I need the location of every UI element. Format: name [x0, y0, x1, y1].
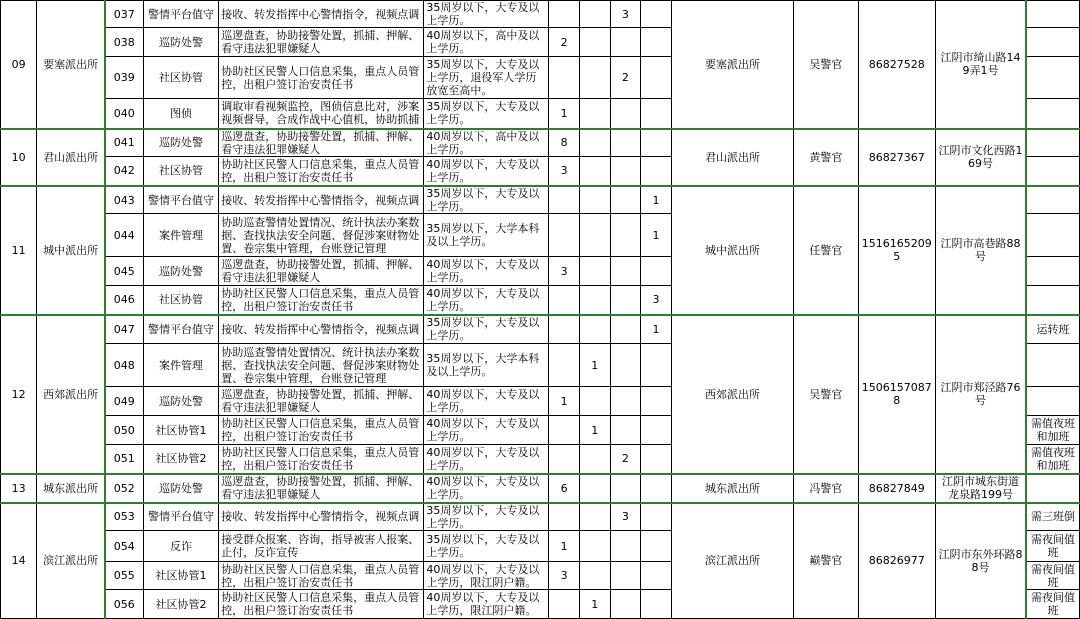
note-cell	[1026, 28, 1079, 57]
contact-address: 江阴市高巷路88号	[935, 186, 1026, 315]
contact-phone: 15061570878	[858, 315, 935, 474]
note-cell	[1026, 129, 1079, 157]
count-cell-2	[579, 315, 610, 344]
count-cell-2	[579, 257, 610, 286]
count-cell-4	[641, 156, 672, 186]
duty-cell: 接收、转发指挥中心警情指令，视频点调	[219, 503, 424, 531]
count-cell-3	[610, 315, 641, 344]
code-cell: 048	[105, 344, 143, 387]
count-cell-3	[610, 562, 641, 590]
count-cell-4: 1	[641, 315, 672, 344]
count-cell-3	[610, 286, 641, 315]
code-cell: 043	[105, 186, 143, 214]
count-cell-1	[549, 315, 580, 344]
contact-phone: 86826977	[858, 503, 935, 619]
requirement-cell: 35周岁以下，大专及以上学历。	[424, 186, 549, 214]
station-name: 君山派出所	[37, 129, 105, 187]
note-cell	[1026, 99, 1079, 129]
note-cell: 运转班	[1026, 315, 1079, 344]
count-cell-3	[610, 186, 641, 214]
contact-officer: 冯警官	[794, 474, 858, 503]
post-cell: 社区协管1	[143, 416, 219, 445]
duty-cell: 协助社区民警人口信息采集，重点人员管控，出租户签订治安责任书	[219, 57, 424, 99]
station-name: 要塞派出所	[37, 1, 105, 129]
count-cell-2	[579, 214, 610, 257]
group-number: 13	[1, 474, 37, 503]
count-cell-2	[579, 99, 610, 129]
count-cell-3	[610, 257, 641, 286]
table-body	[1, 1, 1080, 619]
count-cell-1	[549, 445, 580, 474]
duty-cell: 协助社区民警人口信息采集，重点人员管控，出租户签订治安责任书	[219, 590, 424, 619]
code-cell: 047	[105, 315, 143, 344]
count-cell-2	[579, 286, 610, 315]
duty-cell: 接收、转发指挥中心警情指令，视频点调	[219, 186, 424, 214]
station-name: 滨江派出所	[37, 503, 105, 619]
post-cell: 反诈	[143, 531, 219, 562]
count-cell-3	[610, 344, 641, 387]
requirement-cell: 40周岁以下，大专及以上学历，限江阴户籍。	[424, 590, 549, 619]
count-cell-2: 1	[579, 344, 610, 387]
note-cell: 需值夜班和加班	[1026, 416, 1079, 445]
duty-cell: 巡逻盘查，协助接警处置，抓捕、押解、看守违法犯罪嫌疑人	[219, 387, 424, 416]
code-cell: 037	[105, 1, 143, 28]
count-cell-1	[549, 214, 580, 257]
count-cell-4	[641, 531, 672, 562]
count-cell-3: 3	[610, 503, 641, 531]
duty-cell: 巡逻盘查，协助接警处置，抓捕、押解、看守违法犯罪嫌疑人	[219, 474, 424, 503]
requirement-cell: 35周岁以下，大专及以上学历。	[424, 315, 549, 344]
count-cell-1	[549, 344, 580, 387]
group-number: 09	[1, 1, 37, 129]
count-cell-1	[549, 57, 580, 99]
count-cell-1	[549, 1, 580, 28]
count-cell-1	[549, 416, 580, 445]
note-cell: 需夜间值班	[1026, 562, 1079, 590]
contact-address: 江阴市文化西路169号	[935, 129, 1026, 187]
count-cell-4	[641, 1, 672, 28]
count-cell-4	[641, 590, 672, 619]
contact-phone: 86827849	[858, 474, 935, 503]
count-cell-2	[579, 186, 610, 214]
count-cell-1: 3	[549, 257, 580, 286]
count-cell-2	[579, 1, 610, 28]
requirement-cell: 35周岁以下，大专及以上学历，退役军人学历放宽至高中。	[424, 57, 549, 99]
count-cell-2	[579, 562, 610, 590]
duty-cell: 协助社区民警人口信息采集，重点人员管控，出租户签订治安责任书	[219, 562, 424, 590]
count-cell-1	[549, 590, 580, 619]
count-cell-2	[579, 57, 610, 99]
count-cell-2	[579, 28, 610, 57]
note-cell	[1026, 156, 1079, 186]
requirement-cell: 35周岁以下，大学本科及以上学历。	[424, 344, 549, 387]
count-cell-4: 1	[641, 186, 672, 214]
contact-office: 要塞派出所	[671, 1, 793, 129]
count-cell-1	[549, 503, 580, 531]
count-cell-1: 2	[549, 28, 580, 57]
contact-office: 西郊派出所	[671, 315, 793, 474]
count-cell-1: 3	[549, 156, 580, 186]
count-cell-4	[641, 344, 672, 387]
station-name: 城中派出所	[37, 186, 105, 315]
contact-office: 滨江派出所	[671, 503, 793, 619]
requirement-cell: 35周岁以下，大专及以上学历。	[424, 1, 549, 28]
contact-office: 城东派出所	[671, 474, 793, 503]
requirement-cell: 40周岁以下，大专及以上学历。	[424, 445, 549, 474]
duty-cell: 接收、转发指挥中心警情指令，视频点调	[219, 1, 424, 28]
count-cell-3	[610, 474, 641, 503]
note-cell	[1026, 186, 1079, 214]
count-cell-4	[641, 129, 672, 157]
code-cell: 054	[105, 531, 143, 562]
code-cell: 056	[105, 590, 143, 619]
count-cell-3	[610, 28, 641, 57]
count-cell-4	[641, 387, 672, 416]
count-cell-3: 3	[610, 1, 641, 28]
note-cell: 需三班倒	[1026, 503, 1079, 531]
count-cell-2	[579, 531, 610, 562]
note-cell	[1026, 214, 1079, 257]
table-row	[1, 1, 1080, 28]
post-cell: 案件管理	[143, 214, 219, 257]
requirement-cell: 35周岁以下，大学本科及以上学历。	[424, 214, 549, 257]
code-cell: 055	[105, 562, 143, 590]
code-cell: 042	[105, 156, 143, 186]
contact-officer: 任警官	[794, 186, 858, 315]
count-cell-4	[641, 562, 672, 590]
count-cell-1: 1	[549, 99, 580, 129]
code-cell: 038	[105, 28, 143, 57]
code-cell: 050	[105, 416, 143, 445]
count-cell-3: 2	[610, 445, 641, 474]
count-cell-1	[549, 286, 580, 315]
post-cell: 社区协管	[143, 57, 219, 99]
contact-officer: 吴警官	[794, 1, 858, 129]
contact-phone: 86827528	[858, 1, 935, 129]
group-number: 14	[1, 503, 37, 619]
code-cell: 053	[105, 503, 143, 531]
requirement-cell: 40周岁以下，高中及以上学历。	[424, 129, 549, 157]
duty-cell: 协助社区民警人口信息采集，重点人员管控，出租户签订治安责任书	[219, 416, 424, 445]
group-number: 12	[1, 315, 37, 474]
duty-cell: 协助社区民警人口信息采集，重点人员管控，出租户签订治安责任书	[219, 156, 424, 186]
count-cell-2	[579, 503, 610, 531]
count-cell-3: 2	[610, 57, 641, 99]
code-cell: 045	[105, 257, 143, 286]
post-cell: 社区协管	[143, 286, 219, 315]
post-cell: 社区协管1	[143, 562, 219, 590]
duty-cell: 协助巡查警情处置情况、统计执法办案数据、查找执法安全问题、督促涉案财物处置、卷宗集中管理，台账登记管理	[219, 344, 424, 387]
note-cell: 需夜间值班	[1026, 531, 1079, 562]
post-cell: 警情平台值守	[143, 186, 219, 214]
requirement-cell: 35周岁以下，大专及以上学历。	[424, 531, 549, 562]
count-cell-1: 8	[549, 129, 580, 157]
station-name: 城东派出所	[37, 474, 105, 503]
duty-cell: 协助社区民警人口信息采集，重点人员管控，出租户签订治安责任书	[219, 286, 424, 315]
requirement-cell: 40周岁以下，大专及以上学历。	[424, 474, 549, 503]
duty-cell: 协助社区民警人口信息采集，重点人员管控，出租户签订治安责任书	[219, 445, 424, 474]
count-cell-3	[610, 387, 641, 416]
count-cell-1: 1	[549, 387, 580, 416]
note-cell	[1026, 344, 1079, 387]
post-cell: 社区协管	[143, 156, 219, 186]
requirement-cell: 40周岁以下，大专及以上学历。	[424, 156, 549, 186]
note-cell	[1026, 387, 1079, 416]
group-number: 10	[1, 129, 37, 187]
count-cell-2	[579, 129, 610, 157]
requirement-cell: 40周岁以下，高中及以上学历。	[424, 28, 549, 57]
post-cell: 巡防处警	[143, 387, 219, 416]
count-cell-2: 1	[579, 416, 610, 445]
duty-cell: 巡逻盘查，协助接警处置，抓捕、押解、看守违法犯罪嫌疑人	[219, 28, 424, 57]
post-cell: 案件管理	[143, 344, 219, 387]
count-cell-3	[610, 416, 641, 445]
duty-cell: 巡逻盘查，协助接警处置，抓捕、押解、看守违法犯罪嫌疑人	[219, 129, 424, 157]
code-cell: 051	[105, 445, 143, 474]
requirement-cell: 40周岁以下，大专及以上学历。	[424, 286, 549, 315]
post-cell: 警情平台值守	[143, 1, 219, 28]
contact-address: 江阴市绮山路149弄1号	[935, 1, 1026, 129]
post-cell: 警情平台值守	[143, 503, 219, 531]
count-cell-2	[579, 445, 610, 474]
requirement-cell: 40周岁以下，大专及以上学历，限江阴户籍。	[424, 562, 549, 590]
requirement-cell: 40周岁以下，大专及以上学历。	[424, 257, 549, 286]
contact-address: 江阴市郑泾路76号	[935, 315, 1026, 474]
requirement-cell: 40周岁以下，大专及以上学历。	[424, 387, 549, 416]
count-cell-4: 1	[641, 214, 672, 257]
code-cell: 039	[105, 57, 143, 99]
count-cell-3	[610, 156, 641, 186]
count-cell-2	[579, 156, 610, 186]
count-cell-1	[549, 186, 580, 214]
post-cell: 巡防处警	[143, 129, 219, 157]
note-cell: 需值夜班和加班	[1026, 445, 1079, 474]
table-row	[1, 129, 1080, 157]
group-number: 11	[1, 186, 37, 315]
contact-phone: 15161652095	[858, 186, 935, 315]
contact-officer: 吴警官	[794, 315, 858, 474]
duty-cell: 接受群众报案、咨询，指导被害人报案、止付，反诈宣传	[219, 531, 424, 562]
count-cell-4	[641, 28, 672, 57]
count-cell-1: 1	[549, 531, 580, 562]
post-cell: 巡防处警	[143, 257, 219, 286]
note-cell	[1026, 286, 1079, 315]
requirement-cell: 35周岁以下，大专及以上学历。	[424, 503, 549, 531]
code-cell: 046	[105, 286, 143, 315]
count-cell-2	[579, 474, 610, 503]
count-cell-4: 3	[641, 286, 672, 315]
code-cell: 041	[105, 129, 143, 157]
contact-address: 江阴市城东街道龙泉路199号	[935, 474, 1026, 503]
count-cell-3	[610, 590, 641, 619]
duty-cell: 接收、转发指挥中心警情指令，视频点调	[219, 315, 424, 344]
requirement-cell: 40周岁以下，大专及以上学历。	[424, 416, 549, 445]
code-cell: 044	[105, 214, 143, 257]
count-cell-4	[641, 503, 672, 531]
count-cell-4	[641, 257, 672, 286]
contact-officer: 黄警官	[794, 129, 858, 187]
code-cell: 052	[105, 474, 143, 503]
post-cell: 图侦	[143, 99, 219, 129]
count-cell-3	[610, 214, 641, 257]
post-cell: 警情平台值守	[143, 315, 219, 344]
count-cell-4	[641, 416, 672, 445]
duty-cell: 调取审看视频监控，图侦信息比对，涉案视频督导，合成作战中心值机，协助抓捕	[219, 99, 424, 129]
count-cell-4	[641, 57, 672, 99]
count-cell-2	[579, 387, 610, 416]
code-cell: 040	[105, 99, 143, 129]
count-cell-4	[641, 99, 672, 129]
duty-cell: 协助巡查警情处置情况、统计执法办案数据、查找执法安全问题、督促涉案财物处置、卷宗集中管理，台账登记管理	[219, 214, 424, 257]
table-row	[1, 315, 1080, 344]
note-cell	[1026, 57, 1079, 99]
post-cell: 巡防处警	[143, 28, 219, 57]
count-cell-1: 3	[549, 562, 580, 590]
note-cell: 需夜间值班	[1026, 590, 1079, 619]
table-row	[1, 474, 1080, 503]
note-cell	[1026, 474, 1079, 503]
note-cell	[1026, 257, 1079, 286]
contact-phone: 86827367	[858, 129, 935, 187]
count-cell-3	[610, 531, 641, 562]
station-name: 西郊派出所	[37, 315, 105, 474]
contact-office: 君山派出所	[671, 129, 793, 187]
count-cell-3	[610, 99, 641, 129]
count-cell-4	[641, 474, 672, 503]
post-cell: 社区协管2	[143, 590, 219, 619]
count-cell-2: 1	[579, 590, 610, 619]
count-cell-1: 6	[549, 474, 580, 503]
note-cell	[1026, 1, 1079, 28]
post-cell: 社区协管2	[143, 445, 219, 474]
duty-cell: 巡逻盘查，协助接警处置，抓捕、押解、看守违法犯罪嫌疑人	[219, 257, 424, 286]
table-row	[1, 503, 1080, 531]
contact-officer: 巅警官	[794, 503, 858, 619]
contact-address: 江阴市东外环路88号	[935, 503, 1026, 619]
code-cell: 049	[105, 387, 143, 416]
table-row	[1, 186, 1080, 214]
count-cell-4	[641, 445, 672, 474]
count-cell-3	[610, 129, 641, 157]
post-cell: 巡防处警	[143, 474, 219, 503]
requirement-cell: 35周岁以下，大专及以上学历。	[424, 99, 549, 129]
contact-office: 城中派出所	[671, 186, 793, 315]
